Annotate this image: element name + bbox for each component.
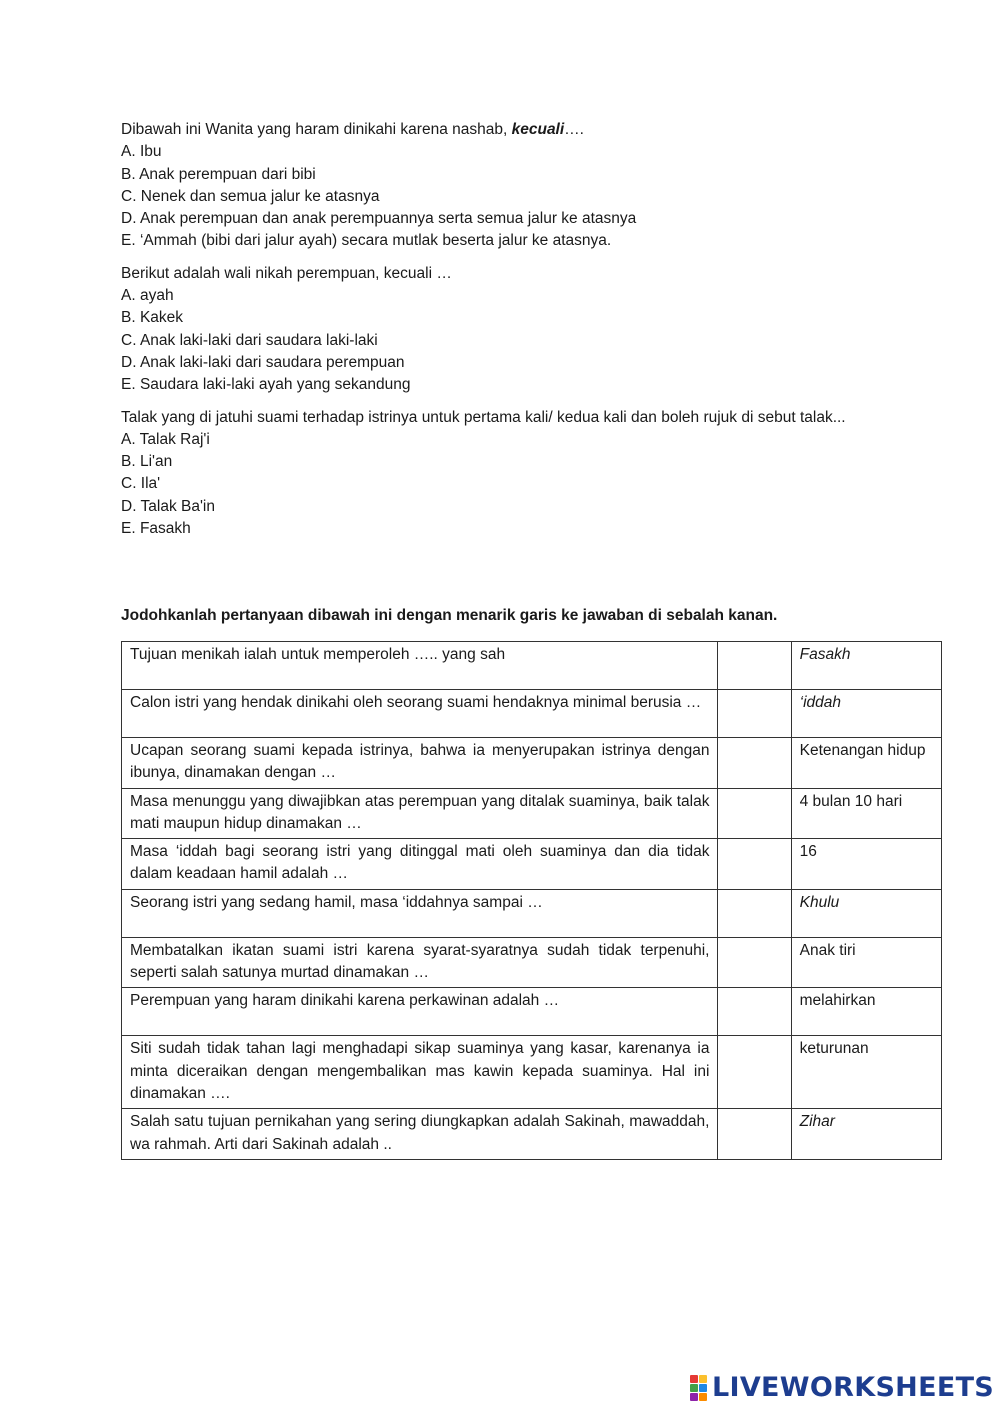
option-d[interactable]: D. Anak perempuan dan anak perempuannya serta semua jalur ke atasnya (121, 210, 637, 228)
option-e[interactable]: E. Saudara laki-laki ayah yang sekandung (121, 376, 411, 394)
question-1 (121, 119, 881, 253)
option-a[interactable]: A. Ibu (121, 143, 162, 161)
matching-row (122, 738, 942, 789)
matching-answer[interactable]: Fasakh (791, 642, 941, 690)
question-2 (121, 263, 881, 397)
line-drawing-area[interactable] (718, 788, 791, 839)
line-drawing-area[interactable] (718, 690, 791, 738)
option-d[interactable]: D. Anak laki-laki dari saudara perempuan (121, 353, 405, 371)
matching-question: Masa ‘iddah bagi seorang istri yang ditinggal mati oleh suaminya dan dia tidak dalam keadaan hamil adalah … (122, 839, 718, 890)
line-drawing-area[interactable] (718, 738, 791, 789)
matching-row (122, 1036, 942, 1109)
question-stem: Berikut adalah wali nikah perempuan, kecuali … (121, 264, 452, 282)
line-drawing-area[interactable] (718, 1109, 791, 1160)
matching-question: Membatalkan ikatan suami istri karena syarat-syaratnya sudah tidak terpenuhi, seperti salah satunya murtad dinamakan … (122, 937, 718, 988)
option-c[interactable]: C. Ila' (121, 475, 161, 493)
logo-block (690, 1375, 698, 1383)
question-3 (121, 407, 881, 541)
line-drawing-area[interactable] (718, 988, 791, 1036)
matching-question: Tujuan menikah ialah untuk memperoleh ….. yang sah (122, 642, 718, 690)
option-a[interactable]: A. Talak Raj'i (121, 430, 210, 448)
option-e[interactable]: E. Fasakh (121, 520, 191, 538)
option-c[interactable]: C. Anak laki-laki dari saudara laki-laki (121, 331, 378, 349)
matching-question: Ucapan seorang suami kepada istrinya, bahwa ia menyerupakan istrinya dengan ibunya, dinamakan dengan … (122, 738, 718, 789)
emphasis-kecuali: kecuali (511, 121, 565, 138)
matching-answer[interactable]: Anak tiri (791, 937, 941, 988)
option-b[interactable]: B. Li'an (121, 453, 173, 471)
logo-block (699, 1384, 707, 1392)
matching-row (122, 889, 942, 937)
option-e[interactable]: E. ‘Ammah (bibi dari jalur ayah) secara mutlak beserta jalur ke atasnya. (121, 232, 612, 250)
line-drawing-area[interactable] (718, 839, 791, 890)
logo-block (699, 1393, 707, 1401)
matching-question: Seorang istri yang sedang hamil, masa ‘iddahnya sampai … (122, 889, 718, 937)
option-d[interactable]: D. Talak Ba'in (121, 497, 215, 515)
line-drawing-area[interactable] (718, 889, 791, 937)
matching-question: Masa menunggu yang diwajibkan atas perempuan yang ditalak suaminya, baik talak mati maupun hidup dinamakan … (122, 788, 718, 839)
matching-question: Salah satu tujuan pernikahan yang sering diungkapkan adalah Sakinah, mawaddah, wa rahmah. Arti dari Sakinah adalah .. (122, 1109, 718, 1160)
logo-block (690, 1393, 698, 1401)
liveworksheets-logo-icon (690, 1375, 707, 1401)
matching-answer[interactable]: Khulu (791, 889, 941, 937)
line-drawing-area[interactable] (718, 1036, 791, 1109)
matching-row (122, 642, 942, 690)
matching-row (122, 788, 942, 839)
matching-heading: Jodohkanlah pertanyaan dibawah ini dengan menarik garis ke jawaban di sebalah kanan. (121, 607, 778, 624)
matching-answer[interactable]: Ketenangan hidup (791, 738, 941, 789)
matching-row (122, 839, 942, 890)
matching-answer[interactable]: keturunan (791, 1036, 941, 1109)
matching-answer[interactable]: melahirkan (791, 988, 941, 1036)
option-b[interactable]: B. Anak perempuan dari bibi (121, 165, 316, 183)
liveworksheets-logo (690, 1371, 994, 1405)
logo-block (690, 1384, 698, 1392)
matching-question: Siti sudah tidak tahan lagi menghadapi sikap suaminya yang kasar, karenanya ia minta diceraikan dengan mengembalikan mas kawin kepada suaminya. Hal ini dinamakan …. (122, 1036, 718, 1109)
matching-question: Calon istri yang hendak dinikahi oleh seorang suami hendaknya minimal berusia … (122, 690, 718, 738)
matching-answer[interactable]: 16 (791, 839, 941, 890)
matching-table (121, 641, 942, 1160)
questions-section (121, 119, 881, 550)
liveworksheets-logo-text: LIVEWORKSHEETS (712, 1372, 995, 1403)
matching-row (122, 1109, 942, 1160)
option-a[interactable]: A. ayah (121, 287, 174, 305)
matching-row (122, 690, 942, 738)
matching-row (122, 988, 942, 1036)
option-c[interactable]: C. Nenek dan semua jalur ke atasnya (121, 187, 380, 205)
matching-question: Perempuan yang haram dinikahi karena perkawinan adalah … (122, 988, 718, 1036)
question-stem: Talak yang di jatuhi suami terhadap istrinya untuk pertama kali/ kedua kali dan boleh rujuk di sebut talak... (121, 408, 846, 426)
question-stem: Dibawah ini Wanita yang haram dinikahi karena nashab, kecuali…. (121, 121, 584, 138)
matching-answer[interactable]: Zihar (791, 1109, 941, 1160)
line-drawing-area[interactable] (718, 937, 791, 988)
matching-answer[interactable]: ‘iddah (791, 690, 941, 738)
matching-answer[interactable]: 4 bulan 10 hari (791, 788, 941, 839)
line-drawing-area[interactable] (718, 642, 791, 690)
matching-row (122, 937, 942, 988)
logo-block (699, 1375, 707, 1383)
option-b[interactable]: B. Kakek (121, 309, 184, 327)
